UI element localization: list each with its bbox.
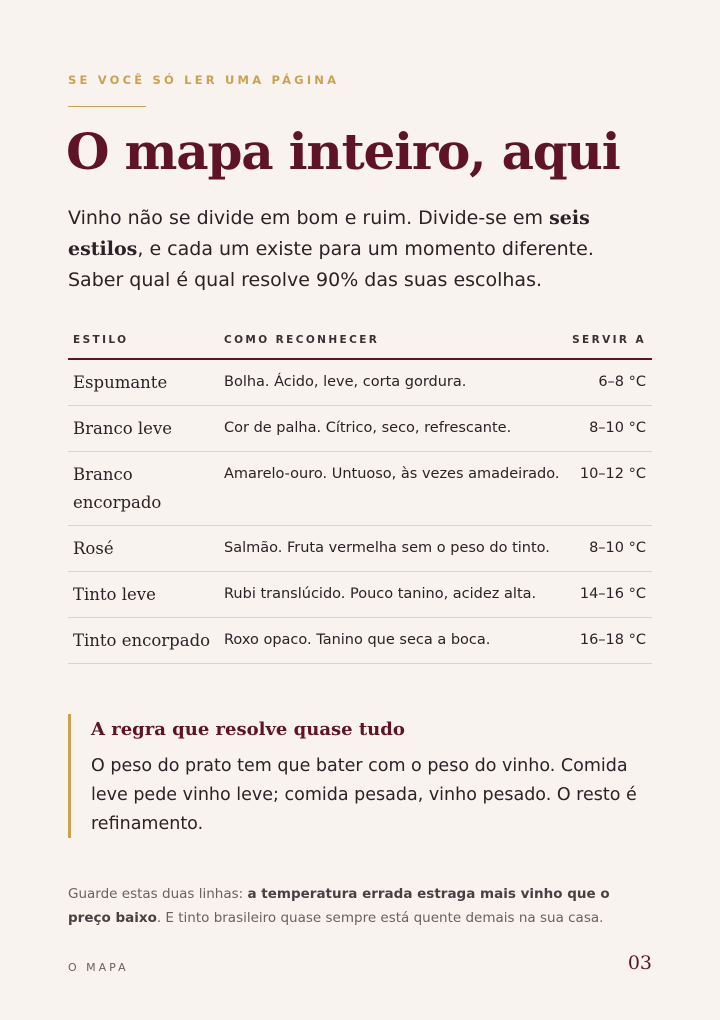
table-row [68, 406, 652, 452]
row-style: Branco encorpado [73, 465, 162, 512]
lead-paragraph [68, 203, 652, 296]
table-row [68, 526, 652, 572]
rule-callout [68, 714, 652, 838]
callout-body: O peso do prato tem que bater com o peso do vinho. Comida leve pede vinho leve; comida pesada, vinho pesado. O resto é refinamento. [91, 756, 637, 834]
note-text-2: . E tinto brasileiro quase sempre está quente demais na sua casa. [156, 910, 604, 926]
row-description: Salmão. Fruta vermelha sem o peso do tinto. [224, 540, 550, 556]
kicker-rule [68, 106, 146, 107]
note-bold: a temperatura errada estraga mais vinho que o preço baixo [68, 886, 610, 926]
table-header [68, 328, 652, 360]
row-description: Amarelo-ouro. Untuoso, às vezes amadeirado. [224, 466, 560, 482]
lead-bold: seis estilos [68, 207, 590, 260]
page-title: O mapa inteiro, aqui [66, 122, 620, 181]
table-row [68, 452, 652, 526]
table-row [68, 360, 652, 406]
row-temperature: 14–16 °C [579, 586, 646, 602]
page [68, 0, 652, 1020]
header-style: ESTILO [73, 334, 129, 346]
row-temperature: 16–18 °C [579, 632, 646, 648]
row-temperature: 10–12 °C [579, 466, 646, 482]
footnote [68, 882, 652, 930]
table-row [68, 618, 652, 664]
row-style: Tinto encorpado [73, 631, 211, 650]
styles-table [68, 328, 652, 664]
row-style: Rosé [73, 539, 114, 558]
callout-title: A regra que resolve quase tudo [91, 719, 405, 740]
table-row [68, 572, 652, 618]
row-style: Tinto leve [73, 585, 156, 604]
page-number: 03 [627, 952, 652, 974]
row-temperature: 8–10 °C [589, 540, 646, 556]
row-description: Bolha. Ácido, leve, corta gordura. [224, 374, 467, 390]
lead-text-2: , e cada um existe para um momento diferente. Saber qual é qual resolve 90% das suas escolhas. [68, 238, 594, 291]
kicker: SE VOCÊ SÓ LER UMA PÁGINA [68, 73, 340, 87]
footer-section-label: O MAPA [68, 961, 129, 974]
row-description: Rubi translúcido. Pouco tanino, acidez alta. [224, 586, 537, 602]
lead-text-1: Vinho não se divide em bom e ruim. Divide-se em [68, 207, 550, 229]
note-text-1: Guarde estas duas linhas: [68, 886, 248, 902]
header-recognize: COMO RECONHECER [224, 334, 380, 346]
row-style: Espumante [73, 373, 168, 392]
row-style: Branco leve [73, 419, 173, 438]
row-description: Cor de palha. Cítrico, seco, refrescante. [224, 420, 512, 436]
row-temperature: 6–8 °C [598, 374, 646, 390]
header-serve: SERVIR A [572, 334, 646, 346]
row-temperature: 8–10 °C [589, 420, 646, 436]
row-description: Roxo opaco. Tanino que seca a boca. [224, 632, 491, 648]
